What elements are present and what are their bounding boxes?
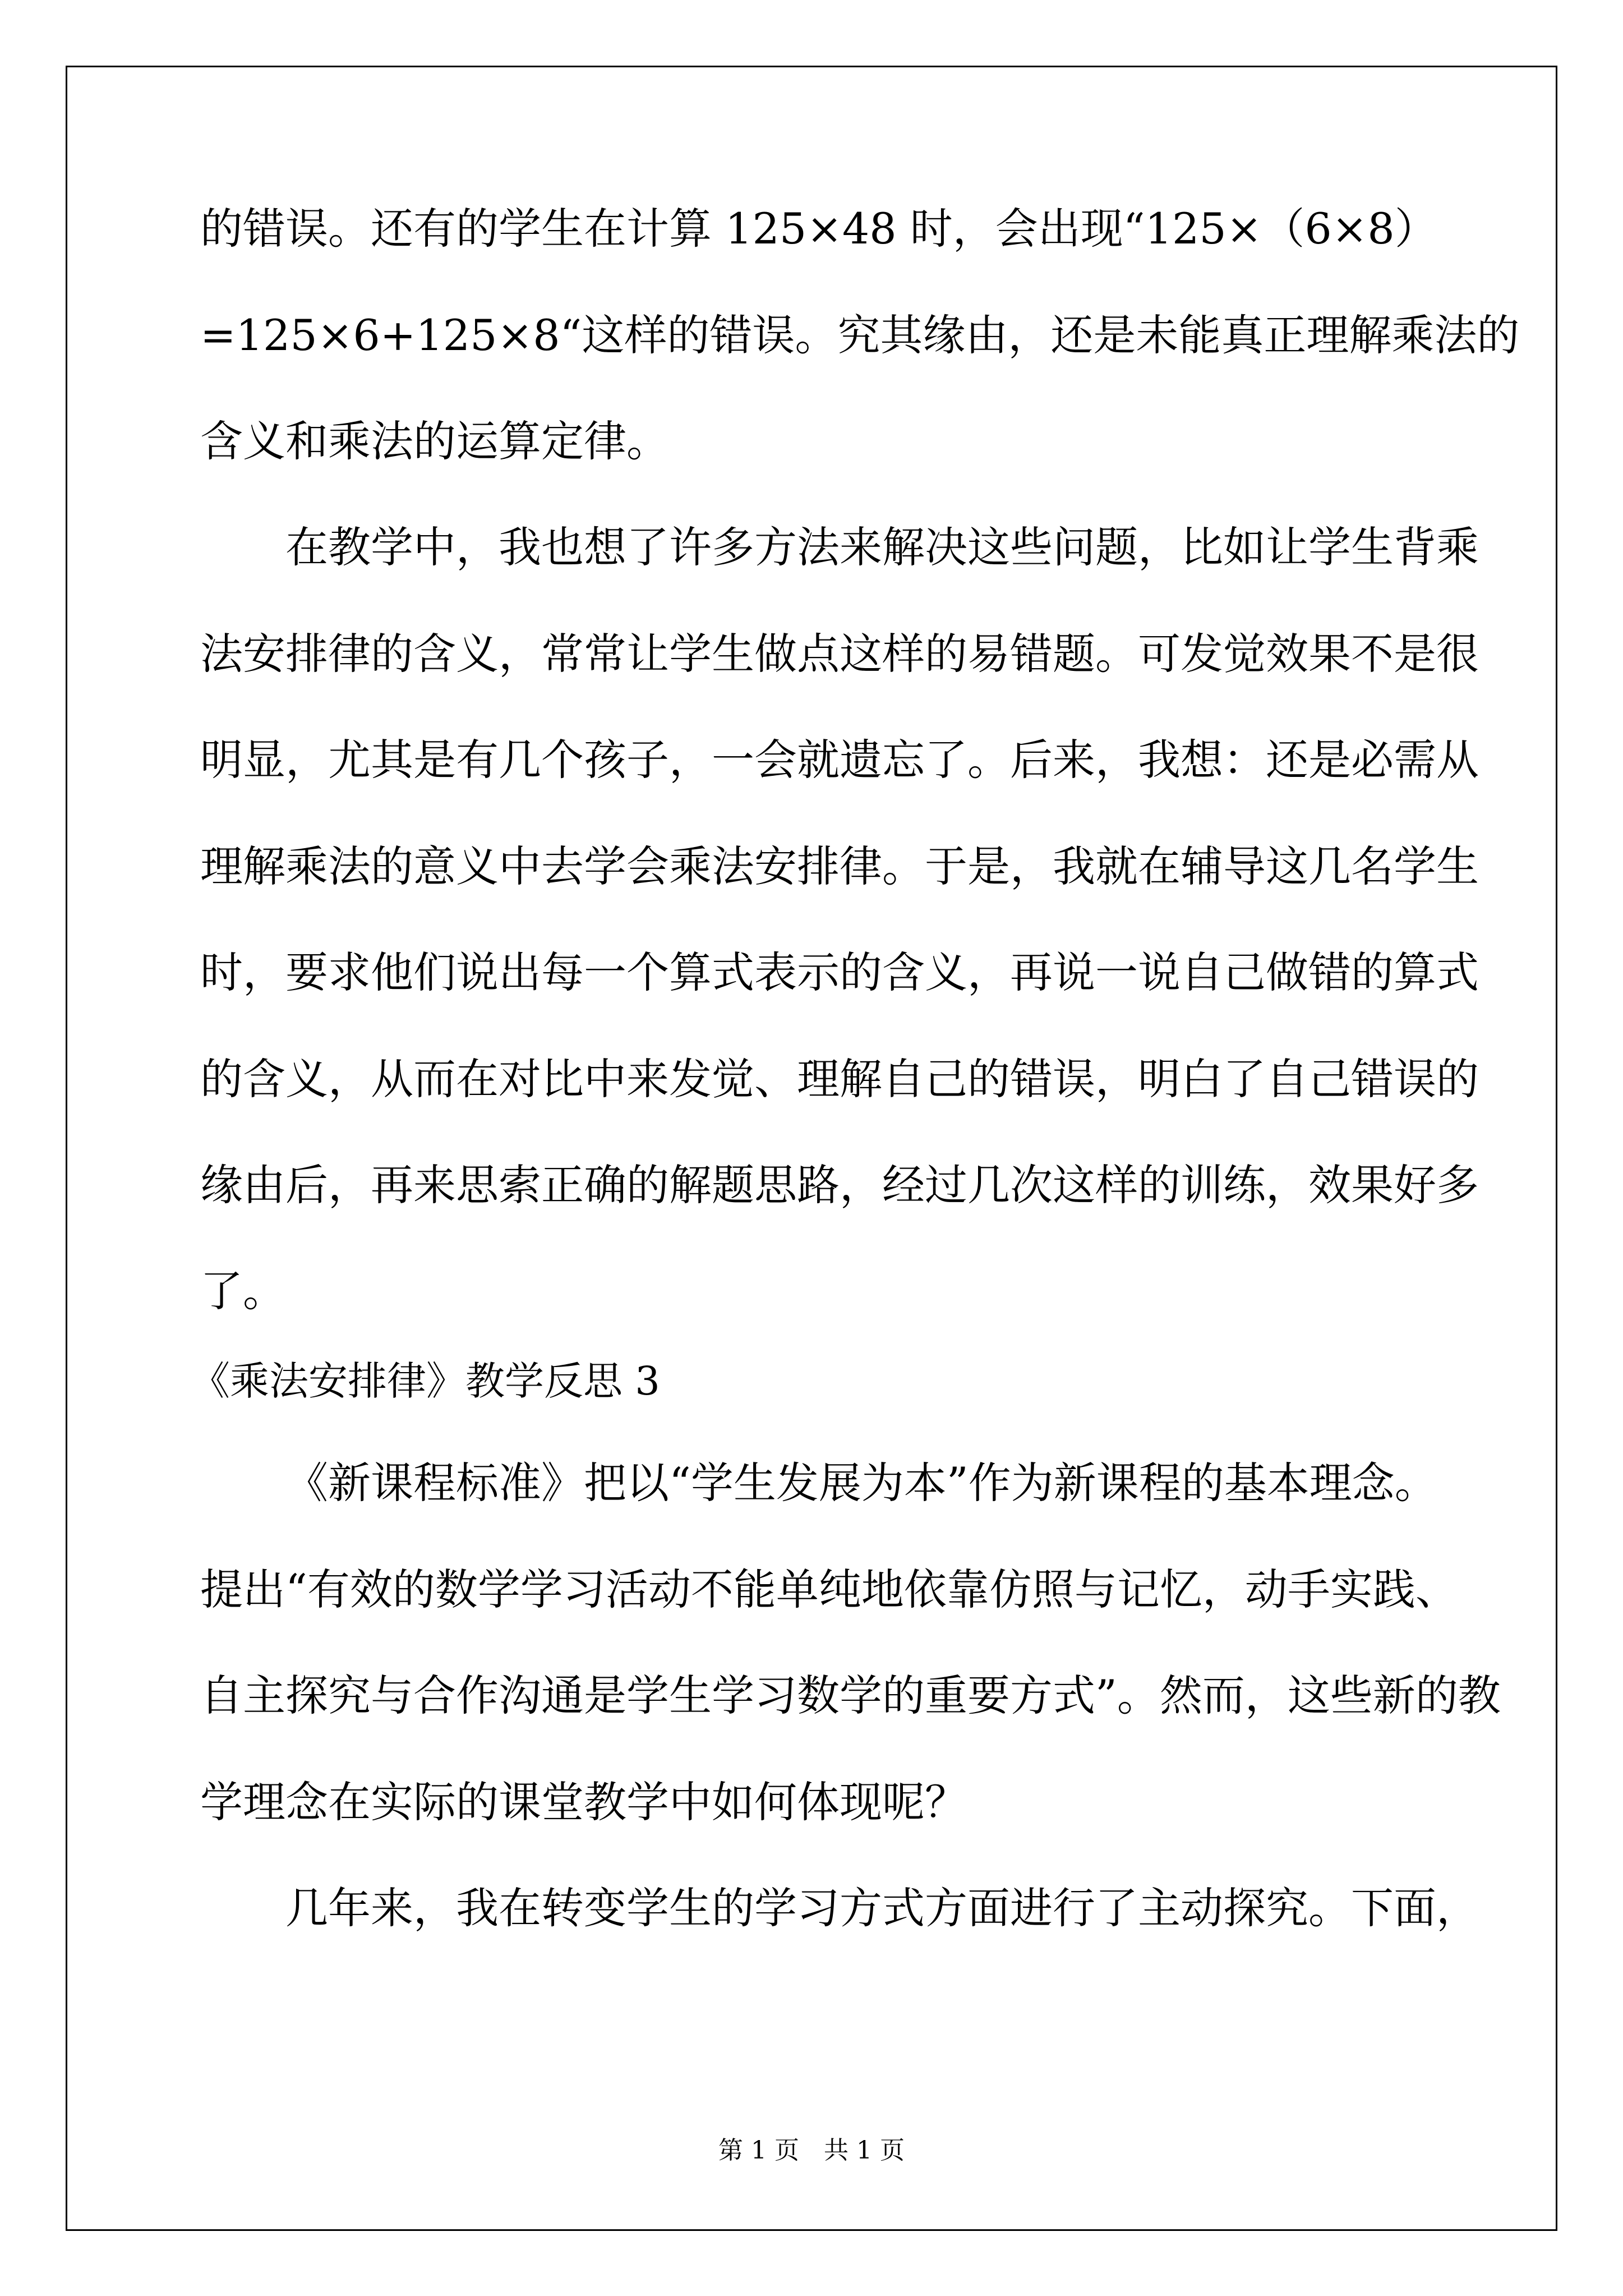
paragraph-start-line: 《新课程标准》把以“学生发展为本”作为新课程的基本理念。 (285, 1458, 1437, 1508)
text-line: 时，要求他们说出每一个算式表示的含义，再说一说自己做错的算式 (200, 947, 1479, 997)
section-heading: 《乘法安排律》教学反思 3 (191, 1358, 660, 1404)
paragraph-start-line: 几年来，我在转变学生的学习方式方面进行了主动探究。下面， (285, 1883, 1479, 1933)
text-line: 的含义，从而在对比中来发觉、理解自己的错误，明白了自己错误的 (200, 1054, 1479, 1104)
text-line: 明显，尤其是有几个孩子，一会就遗忘了。后来，我想：还是必需从 (200, 735, 1479, 785)
text-line: 理解乘法的意义中去学会乘法安排律。于是，我就在辅导这几名学生 (200, 841, 1479, 891)
paragraph-start-line: 在教学中，我也想了许多方法来解决这些问题，比如让学生背乘 (285, 522, 1479, 572)
text-line: 提出“有效的数学学习活动不能单纯地依靠仿照与记忆，动手实践、 (200, 1565, 1458, 1614)
text-line: 学理念在实际的课堂教学中如何体现呢？ (200, 1777, 967, 1827)
text-line: 自主探究与合作沟通是学生学习数学的重要方式”。然而，这些新的教 (200, 1671, 1501, 1720)
text-line: 缘由后，再来思索正确的解题思路，经过几次这样的训练，效果好多 (200, 1160, 1479, 1210)
text-line: 法安排律的含义，常常让学生做点这样的易错题。可发觉效果不是很 (200, 629, 1479, 679)
text-line: 的错误。还有的学生在计算 125×48 时，会出现“125×（6×8） (200, 204, 1437, 254)
text-line: 了。 (200, 1266, 285, 1316)
text-line: 含义和乘法的运算定律。 (200, 416, 669, 466)
text-line: =125×6+125×8“这样的错误。究其缘由，还是未能真正理解乘法的 (200, 310, 1520, 360)
page-number-footer: 第 1 页 共 1 页 (718, 2136, 905, 2165)
